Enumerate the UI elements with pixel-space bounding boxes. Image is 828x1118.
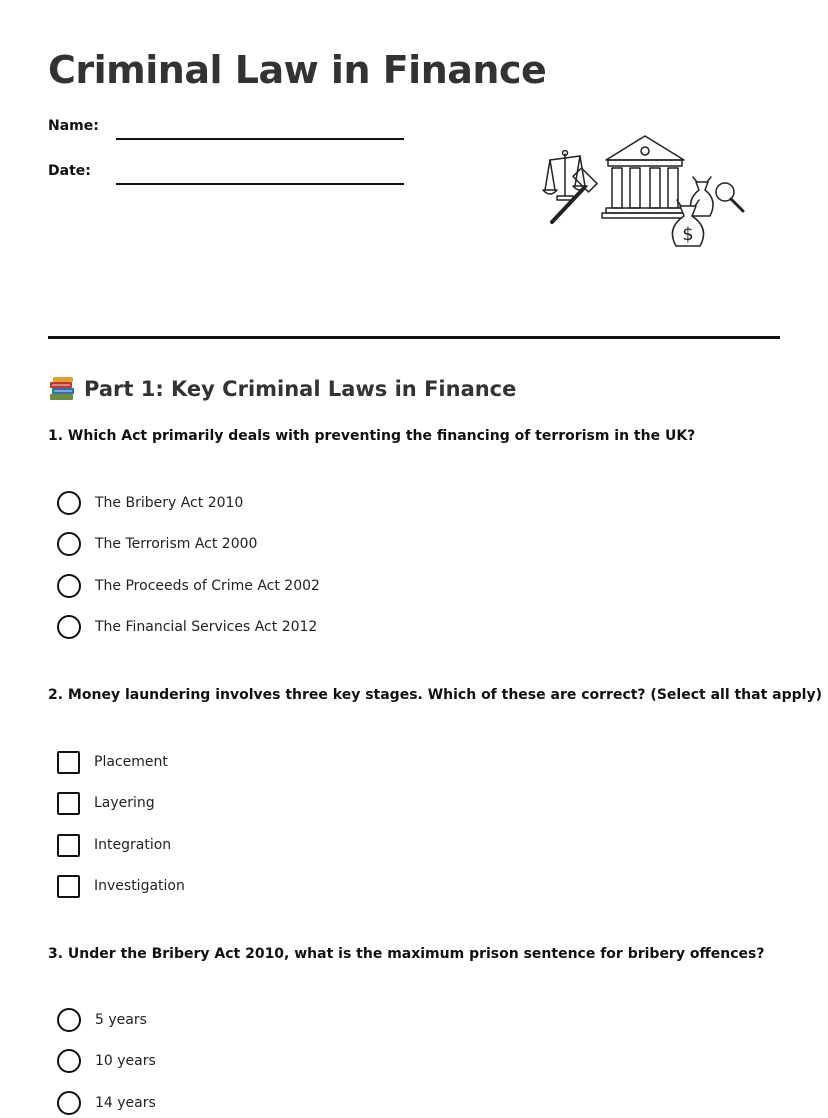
option-1c[interactable] — [57, 573, 320, 599]
question-3: 3. Under the Bribery Act 2010, what is the maximum prison sentence for bribery offences? — [48, 946, 765, 962]
checkbox[interactable] — [57, 834, 80, 857]
radio-button[interactable] — [57, 1008, 81, 1032]
name-field[interactable] — [116, 138, 404, 140]
option-1d[interactable] — [57, 614, 317, 640]
radio-button[interactable] — [57, 1049, 81, 1073]
option-1b[interactable] — [57, 531, 257, 557]
option-label: 10 years — [95, 1053, 156, 1069]
option-1a[interactable] — [57, 490, 243, 516]
option-label: Placement — [94, 754, 168, 770]
option-2b[interactable] — [57, 790, 155, 816]
option-label: Integration — [94, 837, 172, 853]
part1-heading-text: Part 1: Key Criminal Laws in Finance — [84, 377, 517, 401]
part1-heading — [48, 374, 516, 404]
option-2a[interactable] — [57, 749, 168, 775]
dollar-sign: $ — [682, 224, 694, 245]
option-2d[interactable] — [57, 873, 185, 899]
worksheet-title: Criminal Law in Finance — [48, 48, 547, 92]
option-label: The Financial Services Act 2012 — [95, 619, 318, 635]
date-field[interactable] — [116, 183, 404, 185]
option-label: The Terrorism Act 2000 — [95, 536, 258, 552]
checkbox[interactable] — [57, 792, 80, 815]
name-label: Name: — [48, 118, 99, 134]
radio-button[interactable] — [57, 574, 81, 598]
radio-button[interactable] — [57, 491, 81, 515]
radio-button[interactable] — [57, 1091, 81, 1115]
books-icon — [48, 375, 76, 403]
checkbox[interactable] — [57, 751, 80, 774]
courthouse-icon — [602, 136, 688, 218]
option-label: The Bribery Act 2010 — [95, 495, 244, 511]
question-2: 2. Money laundering involves three key stages. Which of these are correct? (Select all that apply) — [48, 687, 822, 703]
section-divider — [48, 336, 780, 339]
gavel-icon — [552, 168, 597, 222]
radio-button[interactable] — [57, 615, 81, 639]
option-label: Layering — [94, 795, 155, 811]
question-1: 1. Which Act primarily deals with preventing the financing of terrorism in the UK? — [48, 428, 696, 444]
magnifier-icon — [716, 183, 743, 211]
date-label: Date: — [48, 163, 91, 179]
option-label: The Proceeds of Crime Act 2002 — [95, 578, 320, 594]
option-2c[interactable] — [57, 832, 171, 858]
checkbox[interactable] — [57, 875, 80, 898]
option-3c[interactable] — [57, 1090, 156, 1116]
finance-law-illustration — [540, 128, 750, 250]
option-3a[interactable] — [57, 1007, 147, 1033]
option-label: 14 years — [95, 1095, 156, 1111]
option-3b[interactable] — [57, 1048, 156, 1074]
option-label: 5 years — [95, 1012, 147, 1028]
option-label: Investigation — [94, 878, 185, 894]
radio-button[interactable] — [57, 532, 81, 556]
